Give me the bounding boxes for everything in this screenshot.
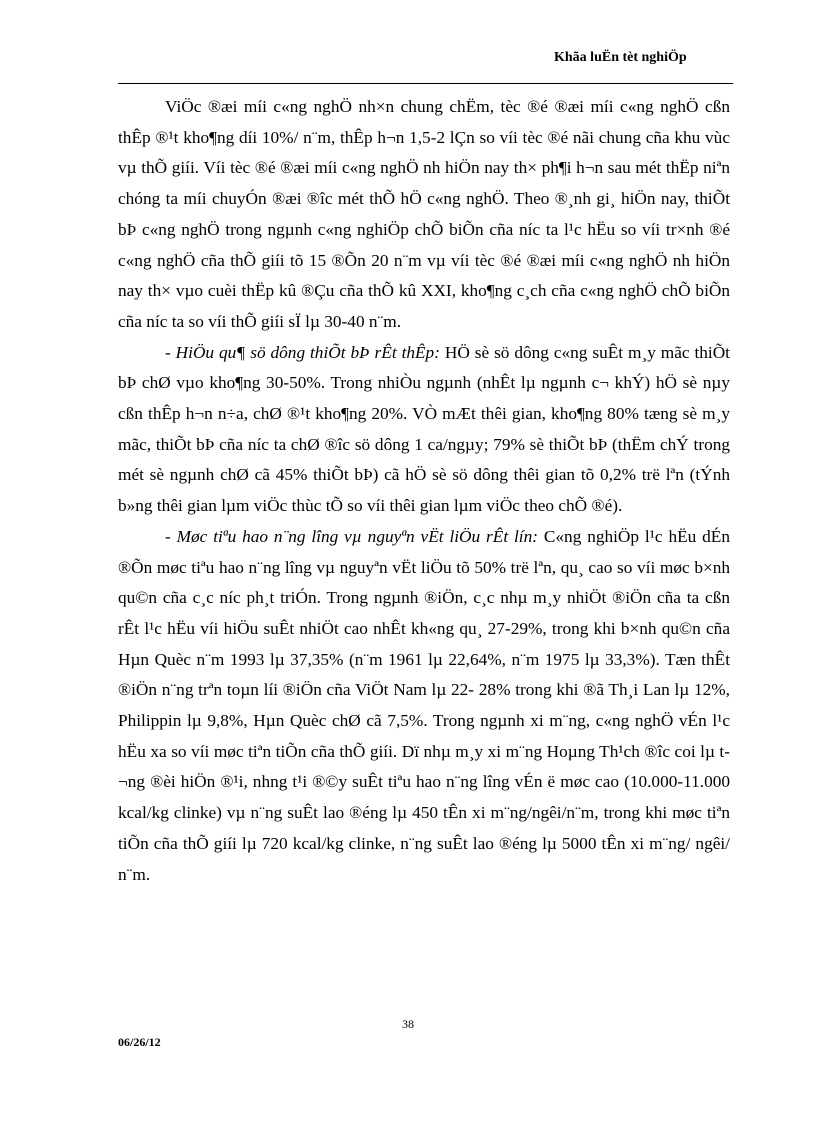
header-divider xyxy=(118,83,733,84)
paragraph-1 xyxy=(118,92,730,338)
paragraph-2 xyxy=(118,338,730,522)
page-number: 38 xyxy=(402,1017,414,1031)
paragraph-text: HÖ sè sö dông c«ng suÊt m¸y mãc thiÕt bÞ chØ vµo kho¶ng 30-50%. Trong nhiÒu ngµnh (nhÊt lµ ngµnh c¬ khÝ) hÖ sè nµy cßn thÊp h¬n n÷a, chØ ®¹t kho¶ng 20%. VÒ mÆt thêi gian, kho¶ng 80% tæng sè m¸y mãc, thiÕt bÞ cña níc ta chØ ®îc sö dông 1 ca/ngµy; 79% sè thiÕt bÞ (thËm chÝ trong mét sè ngµnh chØ cã 45% thiÕt bÞ) cã hÖ sè sö dông thêi gian tõ 0,2% trë lªn (tÝnh b»ng thêi gian lµm viÖc thùc tÕ so víi thêi gian lµm viÖc theo chÕ ®é). xyxy=(118,342,730,516)
paragraph-lead-heading: - HiÖu qu¶ sö dông thiÕt bÞ rÊt thÊp: xyxy=(165,342,440,362)
paragraph-3 xyxy=(118,522,730,890)
paragraph-lead-heading: - Møc tiªu hao n¨ng lîng vµ nguyªn vËt liÖu rÊt lín: xyxy=(165,526,539,546)
paragraph-text: C«ng nghiÖp l¹c hËu dÉn ®Õn møc tiªu hao n¨ng lîng vµ nguyªn vËt liÖu tõ 50% trë lªn, qu¸ cao so víi møc b×nh qu©n cña c¸c níc ph¸t triÓn. Trong ngµnh ®iÖn, c¸c nhµ m¸y nhiÖt ®iÖn cña ta cßn rÊt l¹c hËu víi hiÖu suÊt nhiÖt cao nhÊt kh«ng qu¸ 27-29%, trong khi b×nh qu©n cña Hµn Quèc n¨m 1993 lµ 37,35% (n¨m 1961 lµ 22,64%, n¨m 1975 lµ 33,3%). Tæn thÊt ®iÖn n¨ng trªn toµn líi ®iÖn cña ViÖt Nam lµ 22- 28% trong khi ®ã Th¸i Lan lµ 12%, Philippin lµ 9,8%, Hµn Quèc chØ cã 7,5%. Trong ngµnh xi m¨ng, c«ng nghÖ vÉn l¹c hËu xa so víi møc tiªn tiÕn cña thÕ giíi. Dï nhµ m¸y xi m¨ng Hoµng Th¹ch ®îc coi lµ t¬ng ®èi hiÖn ®¹i, nhng t¹i ®©y suÊt tiªu hao n¨ng lîng vÉn ë møc cao (10.000-11.000 kcal/kg clinke) vµ n¨ng suÊt lao ®éng lµ 450 tÊn xi m¨ng/ngêi/n¨m, trong khi møc tiªn tiÕn cña thÕ giíi lµ 720 kcal/kg clinke, n¨ng suÊt lao ®éng lµ 5000 tÊn xi m¨ng/ ngêi/ n¨m. xyxy=(118,526,730,884)
footer-date: 06/26/12 xyxy=(118,1035,161,1049)
document-header-title: Khãa luËn tèt nghiÖp xyxy=(554,50,687,65)
paragraph-text: ViÖc ®æi míi c«ng nghÖ nh×n chung chËm, tèc ®é ®æi míi c«ng nghÖ cßn thÊp ®¹t kho¶ng díi 10%/ n¨m, thÊp h¬n 1,5-2 lÇn so víi tèc ®é nãi chung cña khu vùc vµ thÕ giíi. Víi tèc ®é ®æi míi c«ng nghÖ nh hiÖn nay th× ph¶i h¬n sau mét thËp niªn chóng ta míi chuyÓn ®æi ®îc mét thÕ hÖ c«ng nghÖ. Theo ®¸nh gi¸ hiÖn nay, thiÕt bÞ c«ng nghÖ trong ngµnh c«ng nghiÖp chÕ biÕn cña níc ta l¹c hËu so víi tr×nh ®é c«ng nghÖ cña thÕ giíi tõ 15 ®Õn 20 n¨m vµ víi tèc ®é ®æi míi c«ng nghÖ nh hiÖn nay th× vµo cuèi thËp kû ®Çu cña thÕ kû XXI, kho¶ng c¸ch cña c«ng nghÖ chÕ biÕn cña níc ta so víi thÕ giíi sÏ lµ 30-40 n¨m. xyxy=(118,97,730,331)
document-body xyxy=(118,92,730,890)
